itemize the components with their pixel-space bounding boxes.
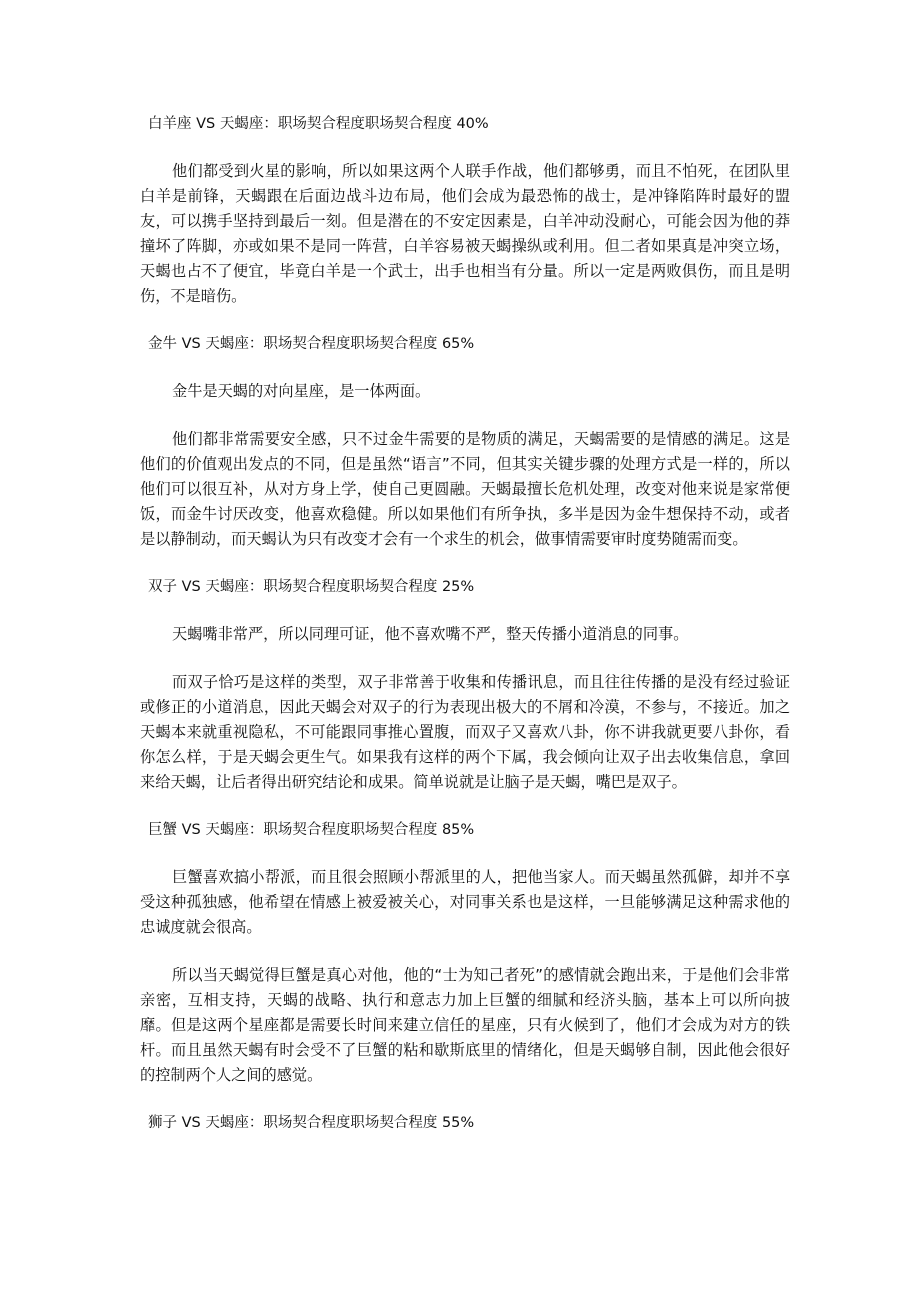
paragraph-taurus-1: 金牛是天蝎的对向星座，是一体两面。 [172, 382, 431, 400]
section-heading-leo: 狮子 VS 天蝎座：职场契合程度职场契合程度 55% [148, 1115, 475, 1131]
section-heading-taurus: 金牛 VS 天蝎座：职场契合程度职场契合程度 65% [148, 336, 475, 352]
section-heading-aries: 白羊座 VS 天蝎座：职场契合程度职场契合程度 40% [148, 116, 489, 132]
section-heading-gemini: 双子 VS 天蝎座：职场契合程度职场契合程度 25% [148, 579, 475, 595]
paragraph-cancer-2: 所以当天蝎觉得巨蟹是真心对他，他的“士为知己者死”的感情就会跑出来，于是他们会非常亲密，互相支持，天蝎的战略、执行和意志力加上巨蟹的细腻和经济头脑，基本上可以所向披靡。但是这两个星座都是需要长时间来建立信任的星座，只有火候到了，他们才会成为对方的铁杆。而且虽然天蝎有时会受不了巨蟹的粘和歇斯底里的情绪化，但是天蝎够自制，因此他会很好的控制两个人之间的感觉。 [140, 966, 790, 1084]
paragraph-aries-1: 他们都受到火星的影响，所以如果这两个人联手作战，他们都够勇，而且不怕死，在团队里白羊是前锋，天蝎跟在后面边战斗边布局，他们会成为最恐怖的战士，是冲锋陷阵时最好的盟友，可以携手坚持到最后一刻。但是潜在的不安定因素是，白羊冲动没耐心，可能会因为他的莽撞坏了阵脚，亦或如果不是同一阵营，白羊容易被天蝎操纵或利用。但二者如果真是冲突立场，天蝎也占不了便宜，毕竟白羊是一个武士，出手也相当有分量。所以一定是两败俱伤，而且是明伤，不是暗伤。 [140, 162, 790, 305]
paragraph-cancer-1: 巨蟹喜欢搞小帮派，而且很会照顾小帮派里的人，把他当家人。而天蝎虽然孤僻，却并不享受这种孤独感，他希望在情感上被爱被关心，对同事关系也是这样，一旦能够满足这种需求他的忠诚度就会很高。 [140, 868, 790, 936]
paragraph-gemini-1: 天蝎嘴非常严，所以同理可证，他不喜欢嘴不严，整天传播小道消息的同事。 [172, 625, 689, 643]
paragraph-taurus-2: 他们都非常需要安全感，只不过金牛需要的是物质的满足，天蝎需要的是情感的满足。这是他们的价值观出发点的不同，但是虽然“语言”不同，但其实关键步骤的处理方式是一样的，所以他们可以很互补，从对方身上学，使自己更圆融。天蝎最擅长危机处理，改变对他来说是家常便饭，而金牛讨厌改变，他喜欢稳健。所以如果他们有所争执，多半是因为金牛想保持不动，或者是以静制动，而天蝎认为只有改变才会有一个求生的机会，做事情需要审时度势随需而变。 [140, 430, 790, 548]
paragraph-gemini-2: 而双子恰巧是这样的类型，双子非常善于收集和传播讯息，而且往往传播的是没有经过验证或修正的小道消息，因此天蝎会对双子的行为表现出极大的不屑和冷漠，不参与，不接近。加之天蝎本来就重视隐私，不可能跟同事推心置腹，而双子又喜欢八卦，你不讲我就更要八卦你，看你怎么样，于是天蝎会更生气。如果我有这样的两个下属，我会倾向让双子出去收集信息，拿回来给天蝎，让后者得出研究结论和成果。简单说就是让脑子是天蝎，嘴巴是双子。 [140, 673, 790, 791]
article-body [140, 112, 790, 1136]
section-heading-cancer: 巨蟹 VS 天蝎座：职场契合程度职场契合程度 85% [148, 822, 475, 838]
